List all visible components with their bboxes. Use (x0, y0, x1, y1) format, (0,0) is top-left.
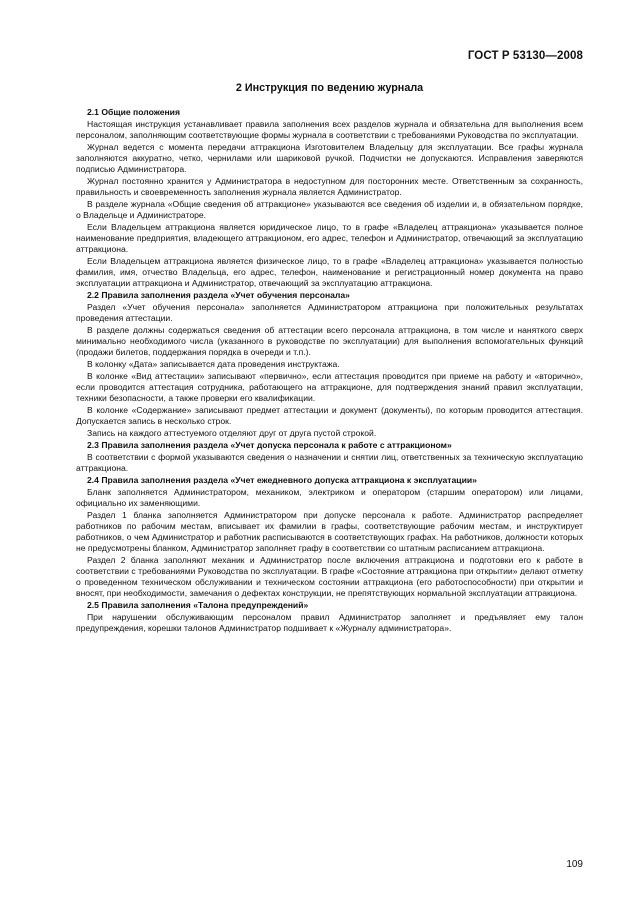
paragraph: В колонке «Вид аттестации» записывают «первично», если аттестация проводится при приеме на работу и «вторично», если проводится аттестация сотрудника, работающего на аттракционе, для подтверждения знаний правил эксплуатации, техники безопасности, а также проверки его квалификации. (76, 371, 583, 403)
paragraph: Если Владельцем аттракциона является физическое лицо, то в графе «Владелец аттракциона» указывается полностью фамилия, имя, отчество Владельца, его адрес, телефон, наименование и регистрационный номер документа на право эксплуатации аттракциона и Администратор, отвечающий за эксплуатацию аттракциона. (76, 256, 583, 288)
subsection-heading: 2.1 Общие положения (87, 107, 180, 117)
section-2-4 (76, 475, 583, 599)
paragraph: Раздел 2 бланка заполняют механик и Администратор после включения аттракциона и подготовки его к работе в соответствии с требованиями Руководства по эксплуатации. В графе «Состояние аттракциона при открытии» делают отметку о проведенном техническом обслуживании и техническом состоянии аттракциона (его работоспособности) при открытии и вносят, при необходимости, замечания о дефектах конструкции, не препятствующих нормальной эксплуатации аттракциона. (76, 555, 583, 598)
paragraph: Журнал ведется с момента передачи аттракциона Изготовителем Владельцу для эксплуатации. Все графы журнала заполняются аккуратно, четко, чернилами или шариковой ручкой. Подчистки не допускаются. Исправления заверяются подписью Администратора. (76, 142, 583, 174)
paragraph: Раздел 1 бланка заполняется Администратором при допуске персонала к работе. Администратор распределяет работников по рабочим местам, вписывает их фамилии в графы, соответствующие рабочим местам, и инструктирует работников, о чем Администратор и работник расписываются в соответствующих графах. На работников, должности которых не предусмотрены бланком, Администратор заполняет графу в соответствии со штатным расписанием аттракциона. (76, 510, 583, 553)
paragraph: Если Владельцем аттракциона является юридическое лицо, то в графе «Владелец аттракциона» указывается полное наименование предприятия, владеющего аттракционом, его адрес, телефон и Администратор, отвечающий за эксплуатацию аттракциона. (76, 222, 583, 254)
paragraph: В колонку «Дата» записывается дата проведения инструктажа. (87, 359, 340, 369)
section-2-2 (76, 290, 583, 439)
subsection-heading: 2.3 Правила заполнения раздела «Учет допуска персонала к работе с аттракционом» (87, 440, 452, 450)
paragraph: Раздел «Учет обучения персонала» заполняется Администратором аттракциона при положительных результатах проведения аттестации. (76, 302, 583, 323)
paragraph: Журнал постоянно хранится у Администратора в недоступном для посторонних месте. Ответственным за сохранность, правильность и своевременность заполнения журнала является Администратор. (76, 176, 583, 197)
section-title: 2 Инструкция по ведению журнала (235, 82, 424, 94)
subsection-heading: 2.2 Правила заполнения раздела «Учет обучения персонала» (87, 290, 350, 300)
paragraph: При нарушении обслуживающим персоналом правил Администратор заполняет и предъявляет ему талон предупреждения, корешки талонов Администратор подшивает к «Журналу администратора». (76, 612, 583, 633)
paragraph: Настоящая инструкция устанавливает правила заполнения всех разделов журнала и обязательна для выполнения всем персоналом, заполняющим соответствующие формы журнала в соответствии с требованиями Руководства по эксплуатации. (76, 119, 583, 140)
subsection-heading: 2.4 Правила заполнения раздела «Учет ежедневного допуска аттракциона к эксплуатации» (87, 475, 477, 485)
document-body (76, 82, 583, 635)
section-2-3 (76, 440, 583, 474)
section-2-1 (76, 107, 583, 289)
paragraph: Запись на каждого аттестуемого отделяют друг от друга пустой строкой. (87, 428, 377, 438)
subsection-heading: 2.5 Правила заполнения «Талона предупреждений» (87, 600, 309, 610)
section-2-5 (76, 600, 583, 634)
paragraph: В разделе должны содержаться сведения об аттестации всего персонала аттракциона, в том числе и наняткого сверх минимально необходимого числа (указанного в руководстве по эксплуатации) для выполнения вспомогательных функций (продажи билетов, поддержания порядка в очереди и т.п.). (76, 325, 583, 357)
document-standard-header: ГОСТ Р 53130—2008 (467, 50, 583, 62)
paragraph: В соответствии с формой указываются сведения о назначении и снятии лиц, ответственных за техническую эксплуатацию аттракциона. (76, 452, 583, 473)
paragraph: В разделе журнала «Общие сведения об аттракционе» указываются все сведения об изделии и, в обязательном порядке, о Владельце и Администраторе. (76, 199, 583, 220)
paragraph: Бланк заполняется Администратором, механиком, электриком и оператором (старшим оператором) или лицами, официально их заменяющими. (76, 487, 583, 508)
paragraph: В колонке «Содержание» записывают предмет аттестации и документ (документы), по которым проводится аттестация. Допускается запись в несколько строк. (76, 405, 583, 426)
page-number: 109 (566, 859, 583, 870)
